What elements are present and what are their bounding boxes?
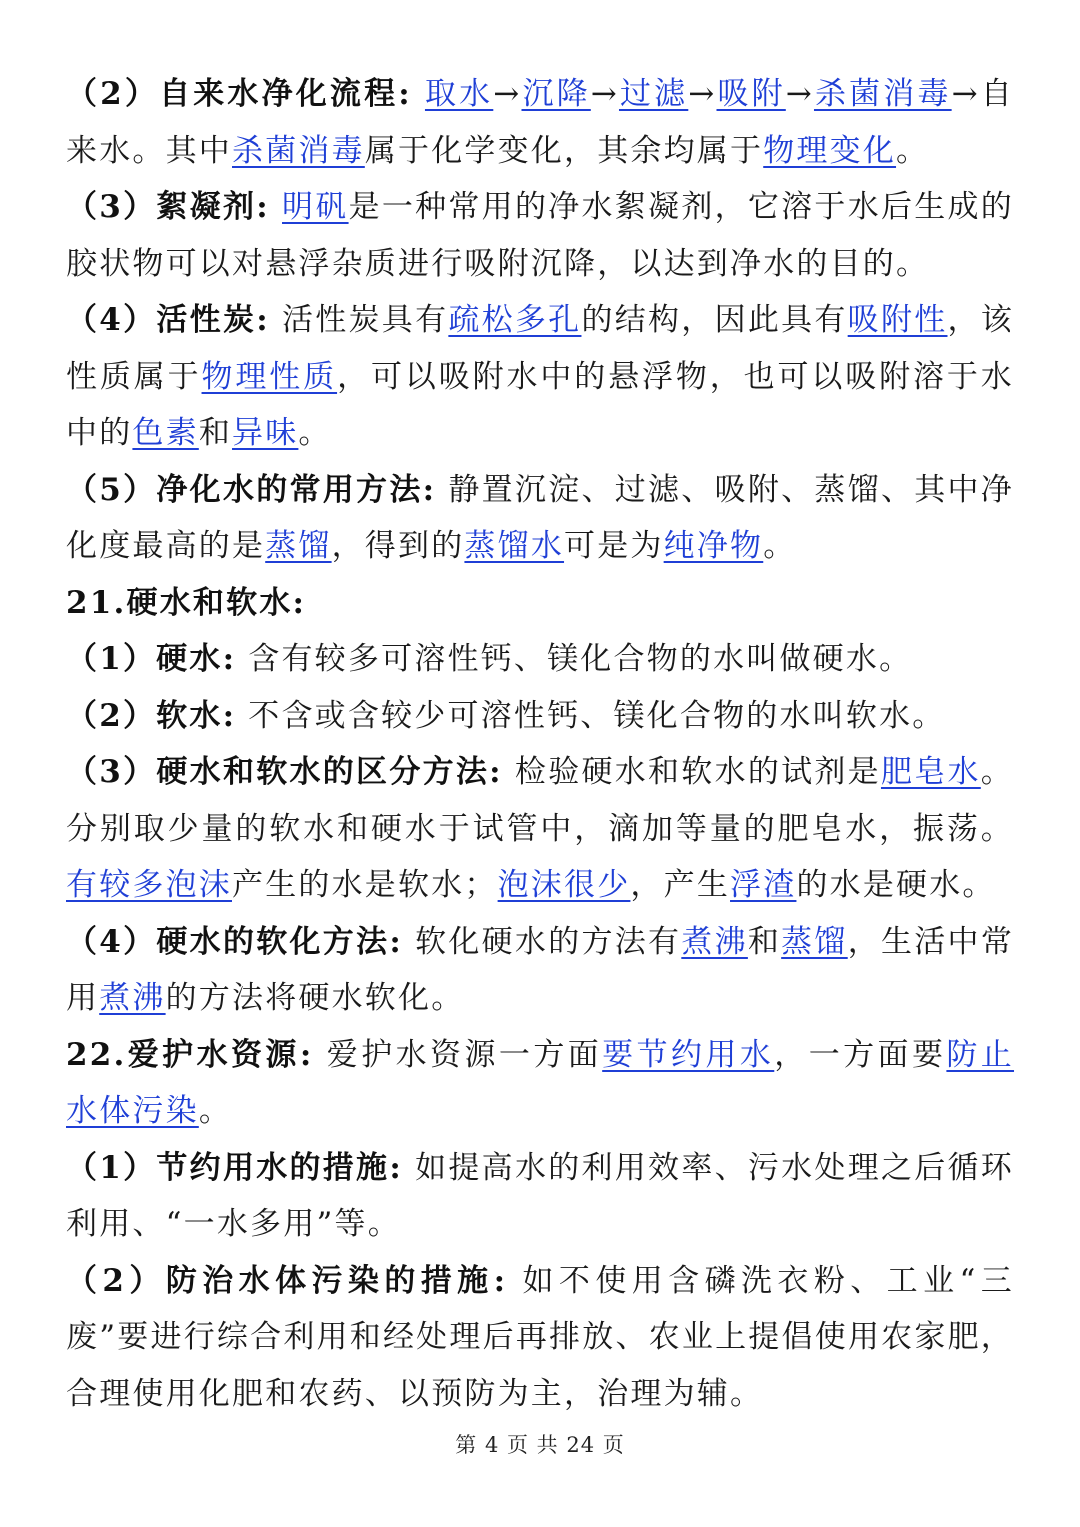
- arrow: →: [785, 76, 814, 112]
- keyword: 防止水体污染: [66, 1036, 1015, 1129]
- keyword: 异味: [232, 415, 299, 451]
- keyword: 纯净物: [663, 528, 764, 564]
- keyword: 吸附性: [847, 302, 948, 338]
- text-run: 的方法将硬水软化。: [165, 980, 465, 1016]
- arrow: →: [688, 76, 717, 112]
- keyword: 煮沸: [99, 980, 166, 1016]
- keyword: 沉降: [521, 76, 591, 112]
- item-label: （4）活性炭:: [66, 302, 270, 338]
- keyword: 煮沸: [681, 923, 748, 960]
- item-label: （2）自来水净化流程:: [66, 76, 412, 112]
- paragraph-soft-water: [66, 688, 1014, 745]
- text-run: 的结构，因此具有: [581, 302, 848, 338]
- section-heading-21: [66, 575, 1014, 632]
- arrow: →: [493, 76, 522, 112]
- keyword: 浮渣: [730, 867, 797, 903]
- keyword: 肥皂水: [880, 754, 981, 790]
- keyword: 泡沫很少: [497, 867, 631, 903]
- paragraph-activated-carbon: [66, 292, 1014, 462]
- document-page: [66, 66, 1014, 1422]
- text-run: 产生的水是软水；: [232, 867, 498, 903]
- keyword: 物理性质: [201, 358, 338, 395]
- paragraph-purification-methods: [66, 462, 1014, 575]
- text-run: 如提高水的利用效率、污水处理之后循环利用、“一水多用”等。: [66, 1149, 1015, 1242]
- text-run: 如不使用含磷洗衣粉、工业“三废”要进行综合利用和经处理后再排放、农业上提倡使用农家肥，合理使用化肥和农药、以预防为主，治理为辅。: [66, 1262, 1014, 1412]
- text-run: 不含或含较少可溶性钙、镁化合物的水叫软水。: [236, 697, 946, 734]
- keyword: 有较多泡沫: [66, 867, 232, 903]
- page-number-footer: 第 4 页 共 24 页: [455, 1433, 625, 1457]
- text-run: 检验硬水和软水的试剂是: [502, 754, 881, 790]
- text-run: 和: [747, 923, 782, 960]
- section-heading-22: [66, 1027, 1014, 1140]
- item-label: （4）硬水的软化方法:: [66, 923, 403, 960]
- keyword: 物理变化: [763, 132, 897, 169]
- item-label: （3）絮凝剂:: [66, 189, 270, 225]
- item-label: （2）软水:: [66, 697, 237, 734]
- text-run: ，该性质属于: [66, 302, 1014, 395]
- keyword: 要节约用水: [602, 1036, 775, 1073]
- keyword: 明矾: [282, 189, 349, 225]
- text-run: 。: [763, 528, 797, 564]
- text-run: 可是为: [564, 528, 664, 564]
- paragraph-distinguish-method: [66, 744, 1014, 914]
- text-run: 活性炭具有: [269, 302, 449, 338]
- arrow: →: [590, 76, 619, 112]
- paragraph-water-saving: [66, 1140, 1014, 1253]
- text-run: 是一种常用的净水絮凝剂，它溶于水后生成的胶状物可以对悬浮杂质进行吸附沉降，以达到净水的目的。: [66, 189, 1015, 282]
- keyword: 蒸馏: [781, 923, 848, 960]
- keyword: 蒸馏水: [464, 528, 565, 564]
- keyword: 疏松多孔: [448, 302, 582, 338]
- text-run: 和: [198, 415, 233, 451]
- text-run: ，生活中常用: [66, 923, 1015, 1016]
- item-label: （3）硬水和软水的区分方法:: [66, 754, 503, 790]
- item-label: （1）硬水:: [66, 641, 237, 677]
- section-title: 22.爱护水资源:: [66, 1036, 314, 1073]
- item-label: （5）净化水的常用方法:: [66, 471, 437, 508]
- text-run: 。: [298, 415, 332, 451]
- keyword: 吸附: [716, 76, 786, 112]
- item-label: （2）防治水体污染的措施:: [66, 1262, 508, 1299]
- text-run: 。: [896, 132, 930, 169]
- text-run: 爱护水资源一方面: [313, 1036, 603, 1073]
- keyword: 取水: [424, 76, 494, 112]
- keyword: 蒸馏: [265, 528, 332, 564]
- text-run: 静置沉淀、过滤、吸附、蒸馏、其中净化度最高的是: [66, 471, 1014, 564]
- text-run: ，得到的: [331, 528, 465, 564]
- text-run: 软化硬水的方法有: [402, 923, 682, 960]
- text-run: ，产生: [630, 867, 731, 903]
- section-title: 21.硬水和软水:: [66, 584, 307, 621]
- text-run: 。分别取少量的软水和硬水于试管中，滴加等量的肥皂水，振荡。: [66, 754, 1014, 847]
- paragraph-pollution-prevention: [66, 1253, 1014, 1423]
- text-run: →自来水。其中: [66, 76, 1014, 169]
- item-label: （1）节约用水的措施:: [66, 1149, 403, 1186]
- keyword: 杀菌消毒: [813, 76, 952, 112]
- text-run: 含有较多可溶性钙、镁化合物的水叫做硬水。: [236, 641, 913, 677]
- text-run: ，可以吸附水中的悬浮物，也可以吸附溶于水中的: [66, 358, 1014, 451]
- text-run: [412, 76, 425, 112]
- keyword: 过滤: [618, 76, 689, 112]
- text-run: 。: [198, 1093, 233, 1129]
- paragraph-flocculant: [66, 179, 1014, 292]
- paragraph-softening-method: [66, 914, 1014, 1027]
- text-run: [270, 189, 282, 225]
- paragraph-hard-water: [66, 631, 1014, 688]
- text-run: ，一方面要: [774, 1036, 947, 1073]
- text-run: 属于化学变化，其余均属于: [364, 132, 764, 169]
- keyword: 色素: [132, 415, 199, 451]
- text-run: 的水是硬水。: [796, 867, 996, 903]
- paragraph-purification-process: [66, 66, 1014, 179]
- keyword: 杀菌消毒: [232, 132, 365, 169]
